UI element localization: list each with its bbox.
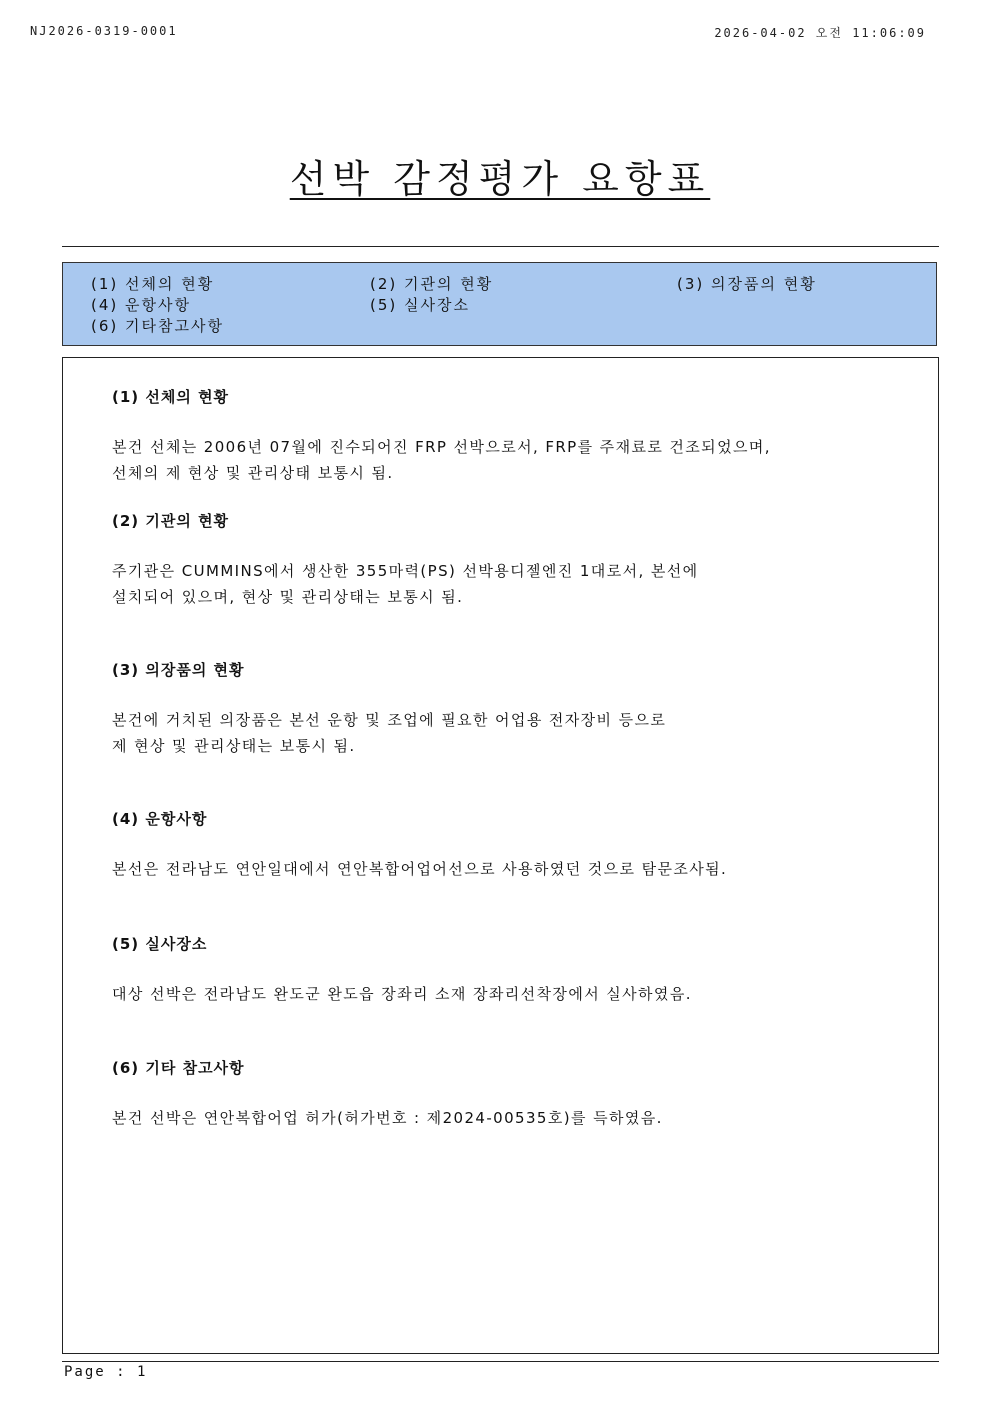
toc-item-other-notes: (6) 기타참고사항 — [91, 317, 224, 335]
page-title: 선박 감정평가 요항표 — [289, 157, 711, 201]
section-text-hull-line-2: 선체의 제 현상 및 관리상태 보통시 됨. — [112, 464, 394, 482]
section-text-equipment-line-2: 제 현상 및 관리상태는 보통시 됨. — [112, 737, 356, 755]
section-heading-engine: (2) 기관의 현황 — [112, 512, 230, 530]
page-number: Page : 1 — [64, 1364, 148, 1380]
section-heading-operation: (4) 운항사항 — [112, 810, 208, 828]
section-text-inspection-site-line-1: 대상 선박은 전라남도 완도군 완도읍 장좌리 소재 장좌리선착장에서 실사하였음. — [112, 985, 692, 1003]
toc-panel — [62, 262, 937, 346]
toc-item-operation: (4) 운항사항 — [91, 296, 191, 314]
section-heading-inspection-site: (5) 실사장소 — [112, 935, 208, 953]
print-datetime: 2026-04-02 오전 11:06:09 — [714, 26, 926, 40]
section-text-engine-line-1: 주기관은 CUMMINS에서 생산한 355마력(PS) 선박용디젤엔진 1대로서, 본선에 — [112, 562, 699, 580]
section-text-engine-line-2: 설치되어 있으며, 현상 및 관리상태는 보통시 됨. — [112, 588, 464, 606]
toc-item-inspection-site: (5) 실사장소 — [370, 296, 470, 314]
document-id: NJ2026-0319-0001 — [30, 24, 178, 38]
section-heading-equipment: (3) 의장품의 현황 — [112, 661, 245, 679]
section-text-hull-line-1: 본건 선체는 2006년 07월에 진수되어진 FRP 선박으로서, FRP를 주재료로 건조되었으며, — [112, 438, 771, 456]
toc-item-hull: (1) 선체의 현황 — [91, 275, 215, 293]
toc-item-equipment: (3) 의장품의 현황 — [677, 275, 817, 293]
bottom-divider — [62, 1361, 939, 1362]
toc-item-engine: (2) 기관의 현황 — [370, 275, 494, 293]
section-text-other-notes-line-1: 본건 선박은 연안복합어업 허가(허가번호 : 제2024-00535호)를 득하였음. — [112, 1109, 663, 1127]
section-text-equipment-line-1: 본건에 거치된 의장품은 본선 운항 및 조업에 필요한 어업용 전자장비 등으로 — [112, 711, 667, 729]
section-heading-hull: (1) 선체의 현황 — [112, 388, 230, 406]
section-heading-other-notes: (6) 기타 참고사항 — [112, 1059, 245, 1077]
top-divider — [62, 246, 939, 247]
content-box — [62, 357, 939, 1354]
section-text-operation-line-1: 본선은 전라남도 연안일대에서 연안복합어업어선으로 사용하였던 것으로 탐문조사됨. — [112, 860, 728, 878]
